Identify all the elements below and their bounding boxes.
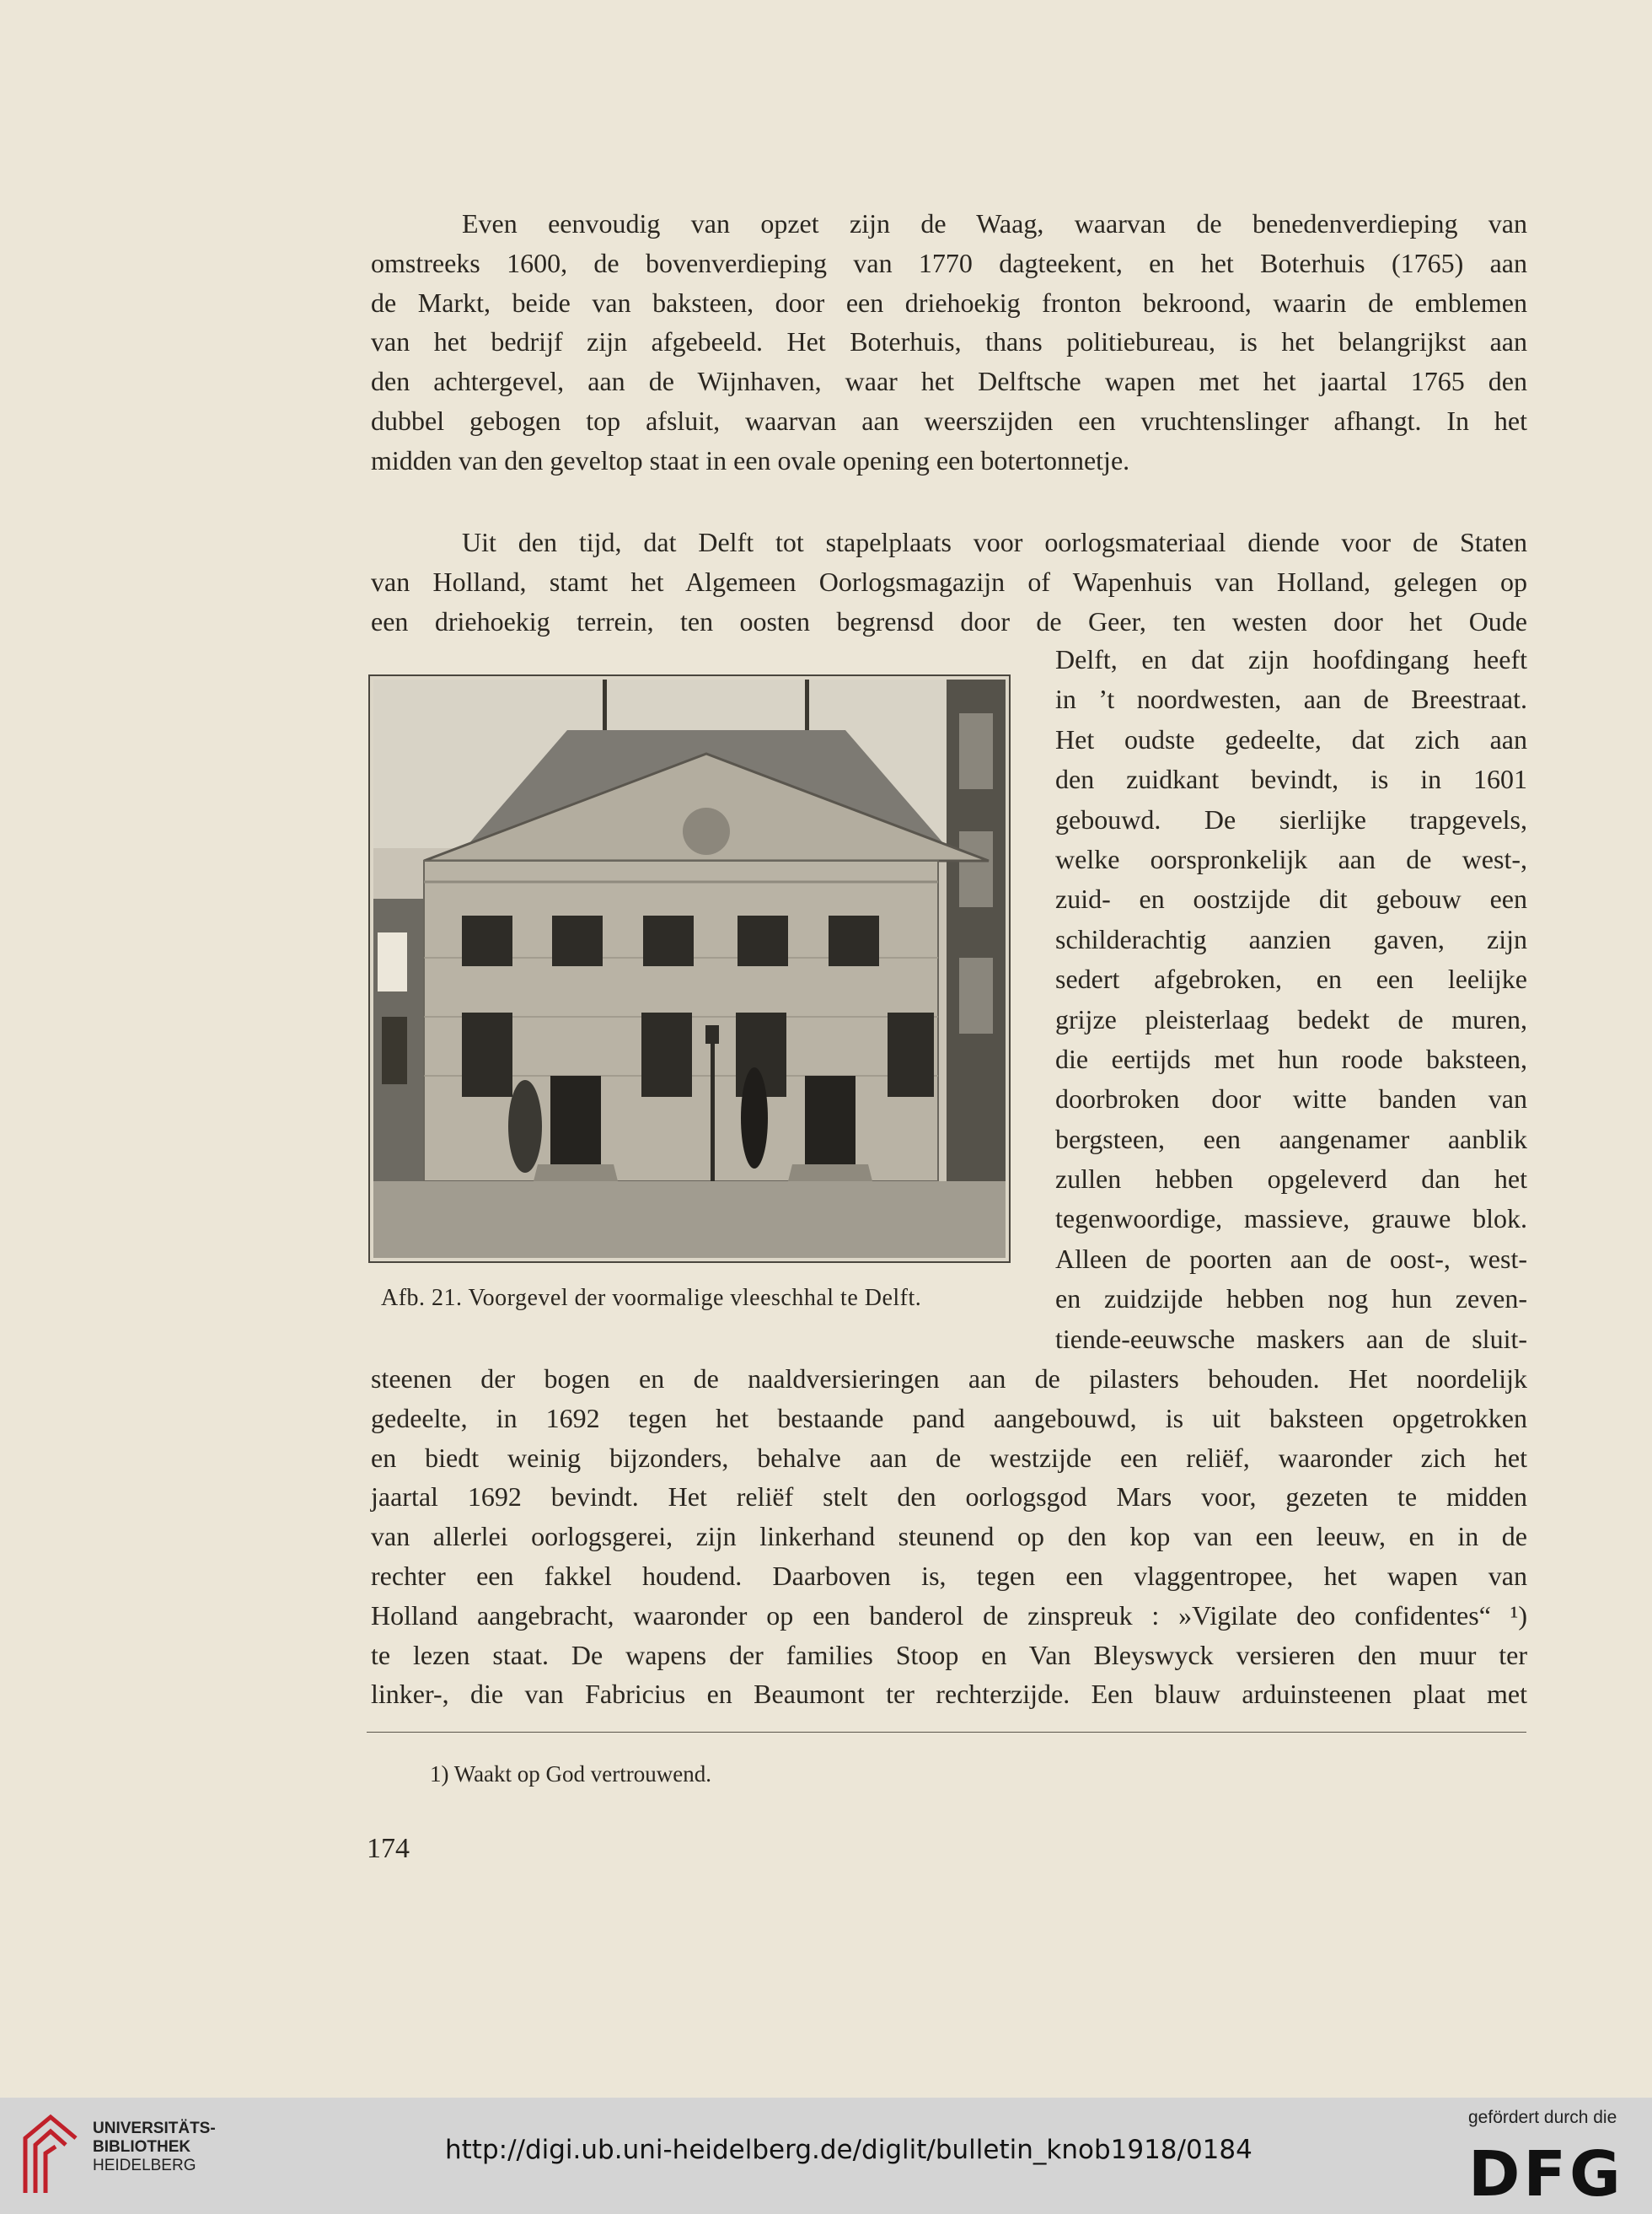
text-line: welke oorspronkelijk aan de west-, <box>1055 843 1527 874</box>
text-line: en biedt weinig bijzonders, behalve aan de westzijde een reliëf, waaronder zich het <box>371 1442 1527 1473</box>
text-line: tegenwoordige, massieve, grauwe blok. <box>1055 1203 1527 1234</box>
library-name-line: UNIVERSITÄTS- <box>93 2120 216 2137</box>
paragraph-wapenhuis-continued <box>371 1359 1527 1714</box>
text-line: midden van den geveltop staat in een ovale opening een botertonnetje. <box>371 444 1130 476</box>
text-line: Even eenvoudig van opzet zijn de Waag, waarvan de benedenverdieping van <box>462 208 1527 239</box>
building-photograph <box>368 674 1011 1263</box>
text-line: Holland aangebracht, waaronder op een banderol de zinspreuk : »Vigilate deo confidentes“ ¹) <box>371 1599 1527 1631</box>
paragraph-wapenhuis-column <box>1055 640 1527 1359</box>
text-line: omstreeks 1600, de bovenverdieping van 1770 dagteekent, en het Boterhuis (1765) aan <box>371 247 1527 278</box>
text-line: dubbel gebogen top afsluit, waarvan aan weerszijden een vruchtenslinger afhangt. In het <box>371 405 1527 436</box>
text-line: de Markt, beide van baksteen, door een driehoekig fronton bekroond, waarin de emblemen <box>371 287 1527 318</box>
text-line: rechter een fakkel houdend. Daarboven is, tegen een vlaggentropee, het wapen van <box>371 1560 1527 1591</box>
text-line: Uit den tijd, dat Delft tot stapelplaats voor oorlogsmateriaal diende voor de Staten <box>462 527 1527 557</box>
text-line: die eertijds met hun roode baksteen, <box>1055 1043 1527 1074</box>
text-line: gebouwd. De sierlijke trapgevels, <box>1055 803 1527 835</box>
text-line: steenen der bogen en de naaldversieringen aan de pilasters behouden. Het noordelijk <box>371 1363 1527 1394</box>
text-line: sedert afgebroken, en een leelijke <box>1055 964 1527 995</box>
text-line: Delft, en dat zijn hoofdingang heeft <box>1055 644 1527 674</box>
funder-label: gefördert durch die <box>1468 2108 1617 2127</box>
text-line: tiende-eeuwsche maskers aan de sluit- <box>1055 1323 1527 1354</box>
page-number: 174 <box>367 1833 410 1864</box>
text-line: zuid- en oostzijde dit gebouw een <box>1055 884 1527 915</box>
footnote-divider <box>367 1732 1526 1733</box>
library-name-line: HEIDELBERG <box>93 2157 196 2174</box>
text-line: schilderachtig aanzien gaven, zijn <box>1055 923 1527 954</box>
text-line: van Holland, stamt het Algemeen Oorlogsmagazijn of Wapenhuis van Holland, gelegen op <box>371 566 1527 597</box>
text-line: doorbroken door witte banden van <box>1055 1083 1527 1115</box>
text-line: jaartal 1692 bevindt. Het reliëf stelt den oorlogsgod Mars voor, gezeten te midden <box>371 1481 1527 1513</box>
university-library-logo-icon <box>17 2113 81 2197</box>
text-line: den achtergevel, aan de Wijnhaven, waar het Delftsche wapen met het jaartal 1765 den <box>371 366 1527 397</box>
text-line: Alleen de poorten aan de oost-, west- <box>1055 1243 1527 1274</box>
text-line: den zuidkant bevindt, is in 1601 <box>1055 764 1527 795</box>
paragraph-wapenhuis-intro <box>371 523 1527 641</box>
text-line: van het bedrijf zijn afgebeeld. Het Boterhuis, thans politiebureau, is het belangrijkst aan <box>371 326 1527 357</box>
library-name-line: BIBLIOTHEK <box>93 2138 191 2156</box>
paragraph-waag <box>371 204 1527 481</box>
text-line: zullen hebben opgeleverd dan het <box>1055 1163 1527 1195</box>
figure-caption: Afb. 21. Voorgevel der voormalige vleeschhal te Delft. <box>381 1285 922 1311</box>
text-line: grijze pleisterlaag bedekt de muren, <box>1055 1003 1527 1034</box>
text-line: Het oudste gedeelte, dat zich aan <box>1055 723 1527 755</box>
permalink-url[interactable]: http://digi.ub.uni-heidelberg.de/diglit/bulletin_knob1918/0184 <box>445 2135 1252 2165</box>
text-line: bergsteen, een aangenamer aanblik <box>1055 1123 1527 1154</box>
text-line: in ’t noordwesten, aan de Breestraat. <box>1055 684 1527 715</box>
text-line: van allerlei oorlogsgerei, zijn linkerhand steunend op den kop van een leeuw, en in de <box>371 1521 1527 1552</box>
text-line: en zuidzijde hebben nog hun zeven- <box>1055 1283 1527 1314</box>
text-line: te lezen staat. De wapens der families Stoop en Van Bleyswyck versieren den muur ter <box>371 1639 1527 1670</box>
digitization-footer <box>0 2098 1652 2214</box>
text-line: linker-, die van Fabricius en Beaumont ter rechterzijde. Een blauw arduinsteenen plaat met <box>371 1679 1527 1710</box>
library-name <box>93 2120 216 2175</box>
dfg-logo: DFG <box>1468 2138 1624 2211</box>
vleeschhal-facade-illustration <box>373 680 1006 1258</box>
text-line: een driehoekig terrein, ten oosten begrensd door de Geer, ten westen door het Oude <box>371 605 1527 637</box>
text-line: gedeelte, in 1692 tegen het bestaande pand aangebouwd, is uit baksteen opgetrokken <box>371 1402 1527 1433</box>
footnote: 1) Waakt op God vertrouwend. <box>430 1761 711 1787</box>
